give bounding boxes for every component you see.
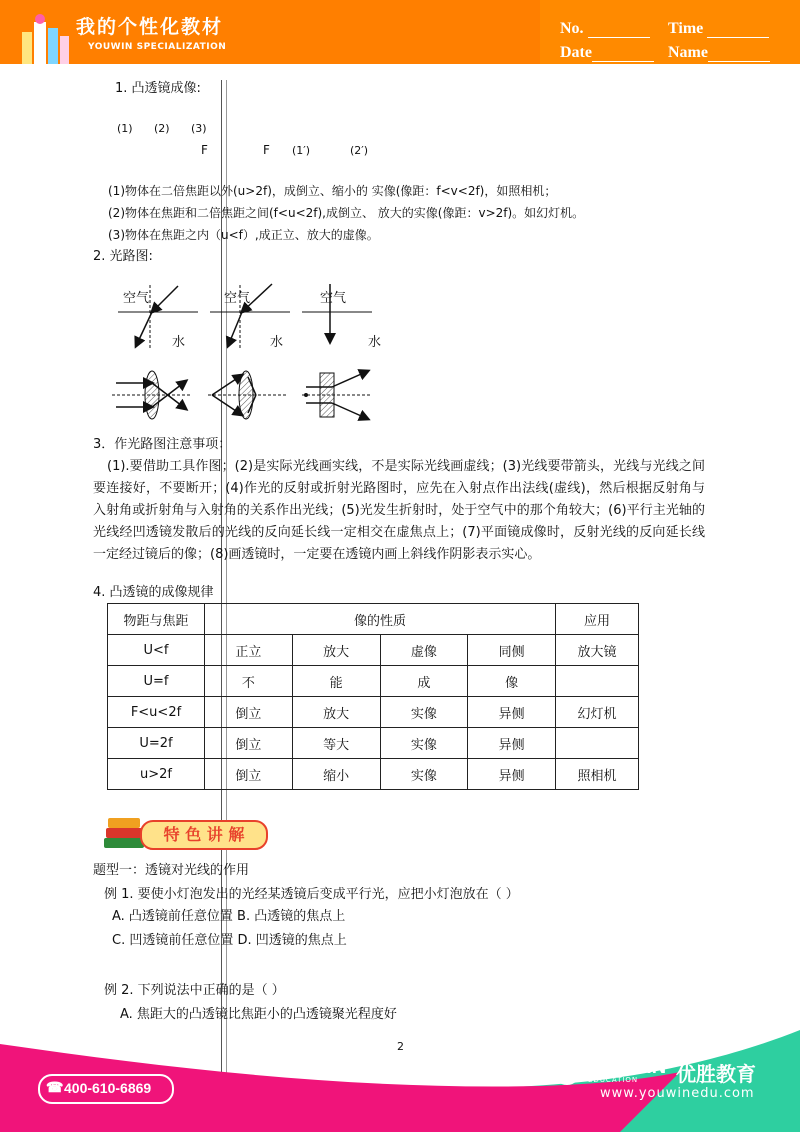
page-header <box>0 0 800 64</box>
table-cell: U<f <box>108 635 205 666</box>
table-cell: 倒立 <box>205 728 293 759</box>
brand-title: 我的个性化教材 <box>76 16 224 38</box>
table-row <box>108 666 639 697</box>
table-cell: 异侧 <box>468 697 556 728</box>
website-url: www.youwinedu.com <box>600 1086 755 1101</box>
image-label-1: (1′) <box>292 144 311 157</box>
phone-badge <box>38 1074 174 1104</box>
table-cell: 实像 <box>380 697 468 728</box>
phone-number: 400-610-6869 <box>64 1080 152 1096</box>
table-cell: 同侧 <box>468 635 556 666</box>
table-cell: 像 <box>468 666 556 697</box>
imaging-rule-1: (1)物体在二倍焦距以外(u>2f)，成倒立、缩小的 实像(像距：f<v<2f)，如照相机； <box>108 184 557 198</box>
lens-label-1: (1) <box>117 122 133 135</box>
table-cell: 虚像 <box>380 635 468 666</box>
logo-wordmark: YOUWIN <box>584 1056 667 1078</box>
table-cell <box>556 666 639 697</box>
name-field: Name <box>668 44 770 62</box>
phone-icon: ☎ <box>46 1079 64 1095</box>
table-cell: 能 <box>292 666 380 697</box>
logo-chinese: 优胜教育 <box>676 1062 756 1086</box>
section3-heading: 3．作光路图注意事项： <box>93 437 232 452</box>
lens-label-3: (3) <box>191 122 207 135</box>
imaging-rule-3: (3)物体在焦距之内（u<f）,成正立、放大的虚像。 <box>108 228 379 242</box>
table-cell: 倒立 <box>205 697 293 728</box>
table-cell: 幻灯机 <box>556 697 639 728</box>
example1-question: 例 1. 要使小灯泡发出的光经某透镜后变成平行光，应把小灯泡放在（ ） <box>104 887 519 902</box>
table-cell: 照相机 <box>556 759 639 790</box>
section1-heading: 1. 凸透镜成像: <box>115 81 201 96</box>
no-field: No. <box>560 20 650 38</box>
imaging-rules-table <box>107 603 639 790</box>
date-field: Date <box>560 44 654 62</box>
table-cell: F<u<2f <box>108 697 205 728</box>
example2-option-a: A. 焦距大的凸透镜比焦距小的凸透镜聚光程度好 <box>120 1007 397 1022</box>
example1-options-ab: A. 凸透镜前任意位置 B. 凸透镜的焦点上 <box>112 909 346 924</box>
table-cell: 放大镜 <box>556 635 639 666</box>
table-header-cell: 物距与焦距 <box>108 604 205 635</box>
table-row <box>108 697 639 728</box>
feature-banner: 特 色 讲 解 <box>140 820 268 850</box>
water-label-2: 水 <box>270 335 284 350</box>
table-cell: u>2f <box>108 759 205 790</box>
lens-label-2: (2) <box>154 122 170 135</box>
table-cell: 实像 <box>380 728 468 759</box>
section4-heading: 4. 凸透镜的成像规律 <box>93 585 214 600</box>
table-header-cell: 像的性质 <box>205 604 556 635</box>
table-cell: 不 <box>205 666 293 697</box>
table-cell: 缩小 <box>292 759 380 790</box>
table-cell: 成 <box>380 666 468 697</box>
table-cell: 异侧 <box>468 728 556 759</box>
page-number: 2 <box>397 1040 404 1053</box>
logo-subtitle: EDUCATION <box>588 1076 639 1084</box>
table-row <box>108 728 639 759</box>
section2-heading: 2. 光路图: <box>93 249 153 264</box>
table-cell: 等大 <box>292 728 380 759</box>
youwin-logo-icon <box>552 1056 582 1086</box>
table-cell: 正立 <box>205 635 293 666</box>
lens-diagrams <box>112 365 392 430</box>
table-cell: 实像 <box>380 759 468 790</box>
table-header-cell: 应用 <box>556 604 639 635</box>
example1-options-cd: C. 凹透镜前任意位置 D. 凹透镜的焦点上 <box>112 933 347 948</box>
table-row <box>108 635 639 666</box>
table-cell: U=2f <box>108 728 205 759</box>
example2-question: 例 2. 下列说法中正确的是（ ） <box>104 983 285 998</box>
water-label-1: 水 <box>172 335 186 350</box>
table-cell: 放大 <box>292 697 380 728</box>
table-row <box>108 759 639 790</box>
section3-body: (1).要借助工具作图；(2)是实际光线画实线，不是实际光线画虚线；(3)光线要带箭头，光线与光线之间要连接好，不要断开；(4)作光的反射或折射光路图时，应先在入射点作出法线(虚线)，然后根据反射角与入射角或折射角与入射角的关系作出光线；(5)光发生折射时，处于空气中的那个角较大；(6)平行主光轴的光线经凹透镜发散后的光线的反向延长线一定相交在虚焦点上；(7)平面镜成像时，反射光线的反向延长线一定经过镜后的像；(8)画透镜时，一定要在透镜内画上斜线作阴影表示实心。 <box>93 459 705 562</box>
imaging-rule-2: (2)物体在焦距和二倍焦距之间(f<u<2f),成倒立、 放大的实像(像距：v>2f)。如幻灯机。 <box>108 206 585 220</box>
table-cell: 异侧 <box>468 759 556 790</box>
focus-label-right: F <box>263 143 270 157</box>
focus-label-left: F <box>201 143 208 157</box>
air-label-2: 空气 <box>224 291 251 306</box>
table-cell: U=f <box>108 666 205 697</box>
table-cell: 放大 <box>292 635 380 666</box>
time-field: Time <box>668 20 769 38</box>
brand-subtitle: YOUWIN SPECIALIZATION <box>88 42 227 52</box>
topic-heading: 题型一：透镜对光线的作用 <box>93 863 250 878</box>
refraction-diagrams <box>110 280 410 360</box>
image-label-2: (2′) <box>350 144 369 157</box>
air-label-1: 空气 <box>123 291 150 306</box>
water-label-3: 水 <box>368 335 382 350</box>
city-logo-icon <box>18 14 74 64</box>
table-cell <box>556 728 639 759</box>
table-cell: 倒立 <box>205 759 293 790</box>
air-label-3: 空气 <box>320 291 347 306</box>
